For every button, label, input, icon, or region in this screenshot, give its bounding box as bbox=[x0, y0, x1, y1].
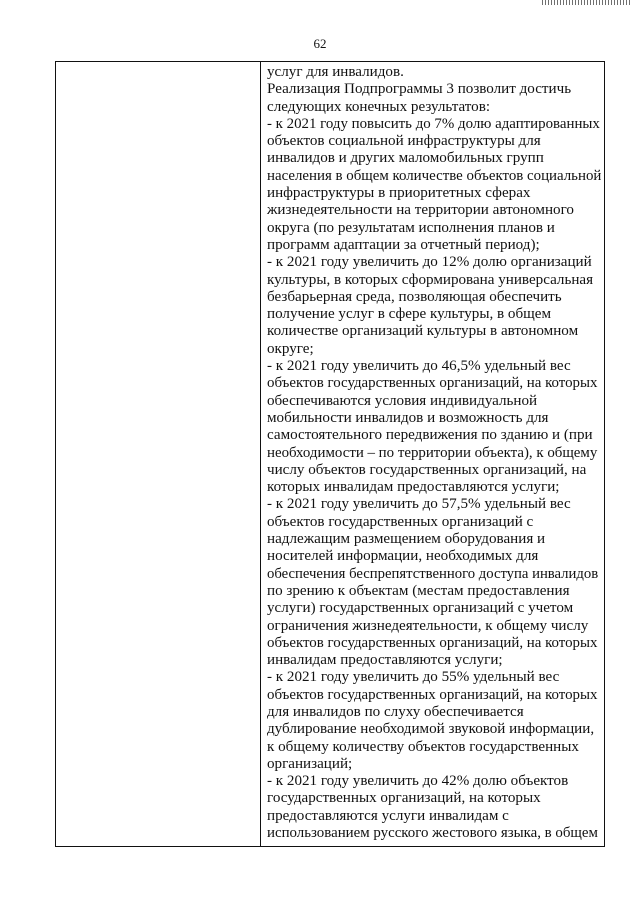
text-line: Реализация Подпрограммы 3 позволит достичь bbox=[267, 81, 572, 98]
text-line: количестве организаций культуры в автономном bbox=[267, 323, 579, 340]
text-line: программ адаптации за отчетный период); bbox=[267, 236, 540, 253]
text-line: надлежащим размещением оборудования и bbox=[267, 531, 546, 548]
scan-corner-mark bbox=[542, 0, 632, 5]
table-cell-left-empty bbox=[56, 62, 260, 846]
document-table bbox=[55, 61, 605, 847]
text-line: получение услуг в сфере культуры, в общем bbox=[267, 306, 552, 323]
text-line: округа (по результатам исполнения планов и bbox=[267, 219, 555, 236]
page-number: 62 bbox=[313, 36, 327, 51]
text-line: культуры, в которых сформирована универсальная bbox=[267, 271, 594, 288]
text-line: государственных организаций, на которых bbox=[267, 790, 541, 807]
text-line: инвалидам предоставляются услуги; bbox=[267, 652, 503, 669]
text-line: объектов государственных организаций, на которых bbox=[267, 634, 598, 651]
text-line: носителей информации, необходимых для bbox=[267, 548, 539, 565]
text-line: обеспечения беспрепятственного доступа инвалидов bbox=[267, 565, 599, 582]
text-line: - к 2021 году увеличить до 57,5% удельный вес bbox=[267, 496, 571, 513]
text-line: объектов государственных организаций, на которых bbox=[267, 686, 598, 703]
text-line: - к 2021 году увеличить до 55% удельный вес bbox=[267, 669, 560, 686]
text-line: - к 2021 году увеличить до 42% долю объектов bbox=[267, 773, 569, 790]
text-line: услуги) государственных организаций с учетом bbox=[267, 600, 574, 617]
text-line: населения в общем количестве объектов социальной bbox=[267, 167, 602, 184]
text-line: жизнедеятельности на территории автономного bbox=[267, 202, 574, 219]
text-line: - к 2021 году увеличить до 46,5% удельный вес bbox=[267, 358, 571, 375]
text-line: самостоятельного передвижения по зданию и (при bbox=[267, 427, 593, 444]
text-line: которых инвалидам предоставляются услуги; bbox=[267, 479, 560, 496]
text-line: следующих конечных результатов: bbox=[267, 98, 491, 115]
text-line: обеспечиваются условия индивидуальной bbox=[267, 392, 538, 409]
table-cell-right-text bbox=[261, 62, 604, 846]
text-line: мобильности инвалидов и возможность для bbox=[267, 409, 549, 426]
text-line: необходимости – по территории объекта), к общему bbox=[267, 444, 598, 461]
text-line: ограничения жизнедеятельности, к общему числу bbox=[267, 617, 589, 634]
text-line: по зрению к объектам (местам предоставления bbox=[267, 582, 570, 599]
text-line: безбарьерная среда, позволяющая обеспечить bbox=[267, 288, 562, 305]
text-line: использованием русского жестового языка, в общем bbox=[267, 825, 598, 842]
text-line: организаций; bbox=[267, 755, 353, 772]
text-line: округе; bbox=[267, 340, 314, 357]
text-line: дублирование необходимой звуковой информации, bbox=[267, 721, 595, 738]
text-line: числу объектов государственных организаций, на bbox=[267, 461, 587, 478]
text-line: предоставляются услуги инвалидам с bbox=[267, 807, 509, 824]
text-line: к общему количеству объектов государственных bbox=[267, 738, 579, 755]
text-line: - к 2021 году повысить до 7% долю адаптированных bbox=[267, 115, 600, 132]
text-line: инвалидов и других маломобильных групп bbox=[267, 150, 544, 167]
text-line: услуг для инвалидов. bbox=[267, 64, 404, 80]
text-line: объектов государственных организаций с bbox=[267, 513, 534, 530]
text-line: - к 2021 году увеличить до 12% долю организаций bbox=[267, 254, 592, 271]
text-line: объектов государственных организаций, на которых bbox=[267, 375, 598, 392]
text-line: инфраструктуры в приоритетных сферах bbox=[267, 185, 531, 202]
text-line: объектов социальной инфраструктуры для bbox=[267, 133, 541, 150]
text-line: для инвалидов по слуху обеспечивается bbox=[267, 703, 524, 720]
